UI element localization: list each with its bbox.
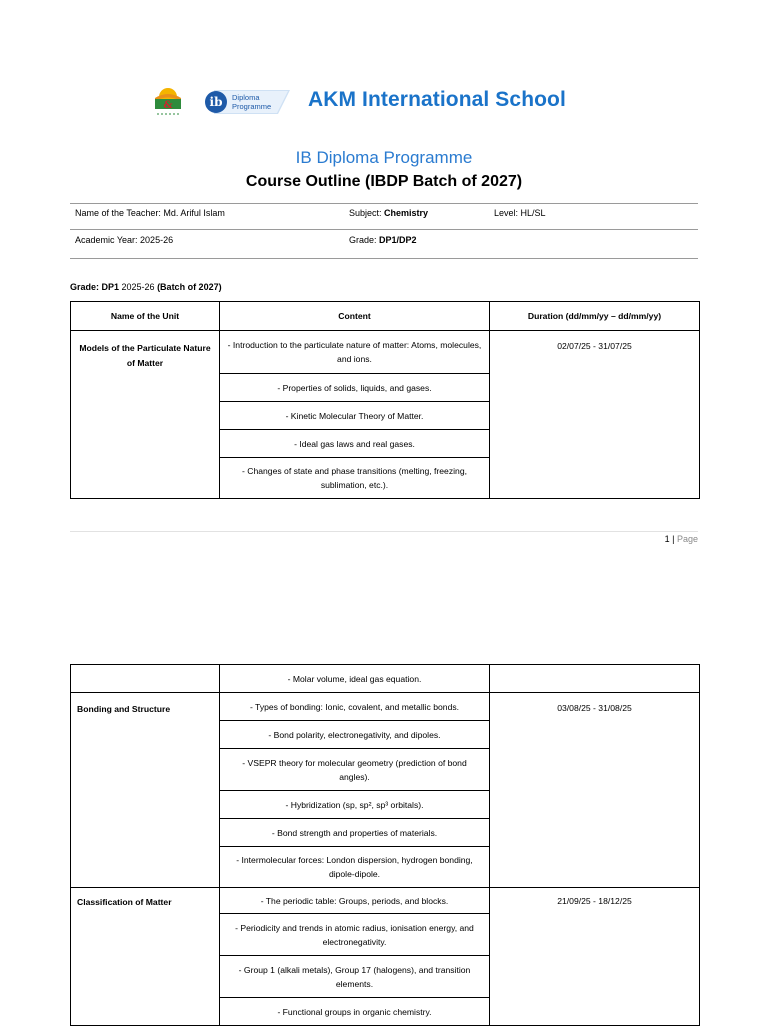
unit-name: Models of the Particulate Nature of Matter xyxy=(71,331,220,499)
level-info xyxy=(494,208,546,218)
course-title: Course Outline (IBDP Batch of 2027) xyxy=(245,173,523,190)
school-logo xyxy=(152,86,186,118)
divider xyxy=(70,203,698,204)
content-item: - Properties of solids, liquids, and gases. xyxy=(220,374,490,402)
content-item: - Types of bonding: Ionic, covalent, and metallic bonds. xyxy=(220,693,490,721)
content-item: - VSEPR theory for molecular geometry (prediction of bond angles). xyxy=(220,749,490,791)
page-separator: | xyxy=(669,534,677,544)
ib-logo-text-line2: Programme xyxy=(232,102,272,111)
content-item: - Ideal gas laws and real gases. xyxy=(220,430,490,458)
header-unit: Name of the Unit xyxy=(71,302,220,331)
ib-logo-text-line1: Diploma xyxy=(232,93,260,102)
subject-value: Chemistry xyxy=(384,208,429,218)
divider xyxy=(70,258,698,259)
grade-heading-prefix: Grade: DP1 xyxy=(70,282,120,292)
content-item: - Hybridization (sp, sp², sp³ orbitals). xyxy=(220,791,490,819)
academic-year-label: Academic Year: xyxy=(75,235,141,245)
table-header-row xyxy=(71,302,700,331)
unit-duration: 02/07/25 - 31/07/25 xyxy=(490,331,700,499)
unit-name-empty xyxy=(71,665,220,693)
header-duration: Duration (dd/mm/yy – dd/mm/yy) xyxy=(490,302,700,331)
academic-year-info xyxy=(75,235,173,245)
academic-year-value: 2025-26 xyxy=(140,235,174,245)
grade-value: DP1/DP2 xyxy=(379,235,417,245)
content-item: - Molar volume, ideal gas equation. xyxy=(220,665,490,693)
course-outline-table xyxy=(70,301,700,499)
programme-title: IB Diploma Programme xyxy=(295,148,473,167)
unit-name: Classification of Matter xyxy=(71,888,220,1026)
unit-duration: 03/08/25 - 31/08/25 xyxy=(490,693,700,888)
content-item: - Intermolecular forces: London dispersion, hydrogen bonding, dipole-dipole. xyxy=(220,847,490,888)
content-item: - Kinetic Molecular Theory of Matter. xyxy=(220,402,490,430)
grade-heading xyxy=(70,282,222,292)
header-content: Content xyxy=(220,302,490,331)
table-row xyxy=(71,665,700,693)
level-value: HL/SL xyxy=(520,208,546,218)
content-item: - Changes of state and phase transitions (melting, freezing, sublimation, etc.). xyxy=(220,458,490,499)
unit-name: Bonding and Structure xyxy=(71,693,220,888)
ib-diploma-logo xyxy=(204,88,292,116)
duration-empty xyxy=(490,665,700,693)
level-label: Level: xyxy=(494,208,521,218)
page-footer xyxy=(665,534,698,544)
teacher-label: Name of the Teacher: xyxy=(75,208,164,218)
page-label: Page xyxy=(676,534,698,544)
svg-text:ib: ib xyxy=(209,95,223,109)
content-item: - Functional groups in organic chemistry. xyxy=(220,998,490,1026)
content-item: - Introduction to the particulate nature of matter: Atoms, molecules, and ions. xyxy=(220,331,490,374)
grade-heading-year: 2025-26 xyxy=(119,282,158,292)
divider xyxy=(70,229,698,230)
table-row xyxy=(71,331,700,374)
grade-label: Grade: xyxy=(349,235,380,245)
svg-text:&: & xyxy=(163,100,173,111)
school-name: AKM International School xyxy=(308,88,566,111)
teacher-name: Md. Ariful Islam xyxy=(163,208,225,218)
content-item: - Periodicity and trends in atomic radius, ionisation energy, and electronegativity. xyxy=(220,914,490,956)
course-outline-table-continued xyxy=(70,664,700,1026)
subject-label: Subject: xyxy=(349,208,385,218)
teacher-info xyxy=(75,208,225,218)
grade-heading-batch: (Batch of 2027) xyxy=(157,282,222,292)
table-row xyxy=(71,693,700,721)
content-item: - Group 1 (alkali metals), Group 17 (halogens), and transition elements. xyxy=(220,956,490,998)
content-item: - The periodic table: Groups, periods, and blocks. xyxy=(220,888,490,914)
footer-divider xyxy=(70,531,698,532)
content-item: - Bond strength and properties of materials. xyxy=(220,819,490,847)
subject-info xyxy=(349,208,428,218)
page-number: 1 xyxy=(664,534,670,544)
table-row xyxy=(71,888,700,914)
content-item: - Bond polarity, electronegativity, and dipoles. xyxy=(220,721,490,749)
unit-duration: 21/09/25 - 18/12/25 xyxy=(490,888,700,1026)
grade-info xyxy=(349,235,417,245)
